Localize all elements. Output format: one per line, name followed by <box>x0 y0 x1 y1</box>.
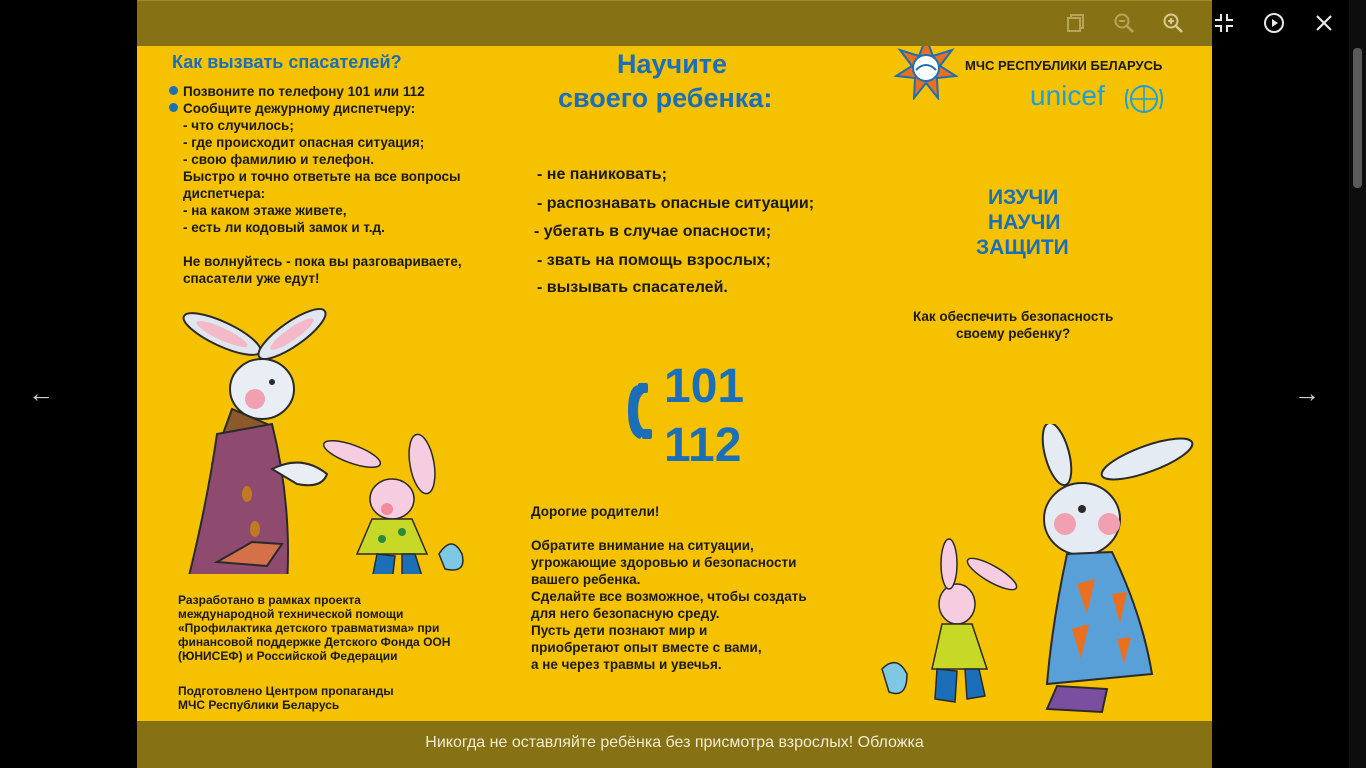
bullet-item: Сообщите дежурному диспетчеру: <box>183 101 416 116</box>
motto-line: ЗАЩИТИ <box>976 236 1069 259</box>
unicef-logo-icon <box>1122 81 1166 117</box>
center-title-line2: своего ребенка: <box>558 83 773 113</box>
zoom-in-icon[interactable] <box>1160 10 1186 36</box>
viewer-toolbar <box>137 0 1212 46</box>
bullet-item: Позвоните по телефону 101 или 112 <box>183 84 425 99</box>
org-name: МЧС РЕСПУБЛИКИ БЕЛАРУСЬ <box>965 58 1163 73</box>
list-item: - убегать в случае опасности; <box>534 223 772 240</box>
scrollbar-thumb[interactable] <box>1353 48 1362 188</box>
motto-line: ИЗУЧИ <box>988 186 1059 209</box>
caption-bar <box>137 721 1212 768</box>
collapse-icon[interactable] <box>1211 10 1237 36</box>
zoom-out-icon[interactable] <box>1111 10 1137 36</box>
center-title-line1: Научите <box>617 49 728 79</box>
phone-number: 101 <box>664 360 745 413</box>
scrollbar[interactable] <box>1349 0 1366 768</box>
phone-number: 112 <box>664 419 742 472</box>
emergency-ministry-logo <box>894 46 958 100</box>
play-icon[interactable] <box>1261 10 1287 36</box>
parents-message: Дорогие родители! Обратите внимание на ситуации, угрожающие здоровью и безопасности вашего ребенка. Сделайте все возможное, чтобы создать для него безопасную среду. Пусть дети познают мир и приобретают опыт вместе с вами, а не через травмы и увечья. <box>531 504 807 672</box>
close-icon[interactable] <box>1311 10 1337 36</box>
rabbit-coat-illustration <box>177 304 477 574</box>
unicef-wordmark: unicef <box>1030 80 1105 111</box>
list-item: - распознавать опасные ситуации; <box>537 195 815 212</box>
instructions-text: - что случилось; - где происходит опасная ситуация; - свою фамилию и телефон. Быстро и точно ответьте на все вопросы диспетчера: - на каком этаже живете, - есть ли кодовый замок и т.д. Не волнуйтесь - пока вы разговариваете, спасатели уже едут! <box>183 118 462 286</box>
rabbit-dress-illustration <box>877 424 1197 721</box>
prepared-by: Подготовлено Центром пропаганды МЧС Республики Беларусь <box>178 684 394 712</box>
copy-icon[interactable] <box>1062 10 1088 36</box>
bullet-dot <box>169 103 178 112</box>
bullet-dot <box>169 86 178 95</box>
brochure-page <box>137 46 1212 721</box>
image-caption: Никогда не оставляйте ребёнка без присмотра взрослых! Обложка <box>425 734 924 751</box>
phone-handset-icon <box>624 381 658 443</box>
safety-question: Как обеспечить безопасность своему ребенку? <box>913 309 1114 341</box>
arrow-left-icon[interactable]: ← <box>28 378 54 408</box>
list-item: - не паниковать; <box>537 166 667 183</box>
arrow-right-icon[interactable]: → <box>1294 378 1320 408</box>
motto-line: НАУЧИ <box>988 211 1061 234</box>
left-title: Как вызвать спасателей? <box>172 52 402 72</box>
list-item: - вызывать спасателей. <box>537 279 728 296</box>
project-note: Разработано в рамках проекта международной технической помощи «Профилактика детского травматизма» при финансовой поддержке Детского Фонда ООН (ЮНИСЕФ) и Российской Федерации <box>178 593 451 663</box>
list-item: - звать на помощь взрослых; <box>537 252 771 269</box>
